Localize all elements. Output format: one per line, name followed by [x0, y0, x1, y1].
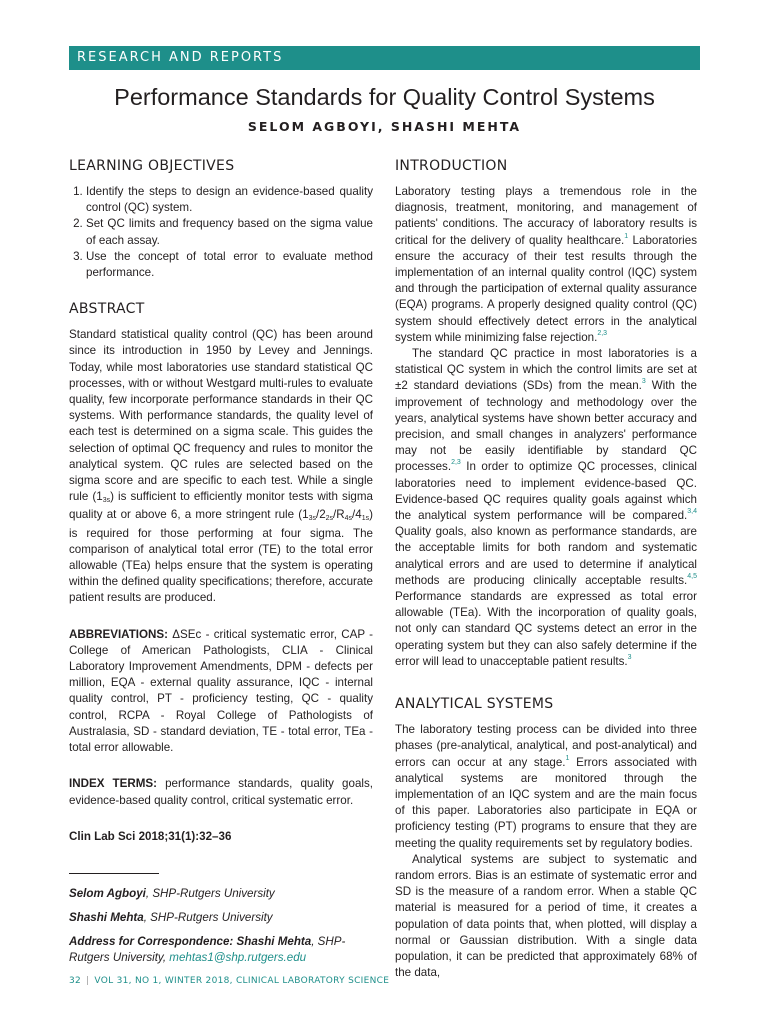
abbreviations: ABBREVIATIONS: ΔSEc - critical systematic error, CAP - College of American Pathologists, CLIA - Clinical Laboratory Improvement Amendments, DPM - defects per million, EQA - external quality assurance, IQC - internal quality control, PT - proficiency testing, QC - quality control, RCPA - Royal College of Pathologists of Australasia, SD - standard deviation, TE - total error, TEa - total error allowable.	[69, 627, 373, 755]
left-column	[69, 158, 373, 974]
email-link[interactable]: mehtas1@shp.rutgers.edu	[169, 950, 307, 964]
introduction-paragraph-1: Laboratory testing plays a tremendous role in the diagnosis, treatment, monitoring, and management of patients' conditions. The accuracy of laboratory results is critical for the delivery of quality healthcare.$^1$ Laboratories ensure the accuracy of their test results through the implementation of an internal quality control (IQC) system and through the participation of external quality assurance (EQA) programs. A properly designed quality control (QC) system should effectively detect errors in the analytical system while minimizing false rejection.$^{2,3}$	[395, 185, 697, 344]
introduction-paragraph-2: The standard QC practice in most laboratories is a statistical QC system in which the control limits are set at ±2 standard deviations (SDs) from the mean.$^3$ With the improvement of technology and methodology over the years, analytical systems have shown better accuracy and precision, and small changes in analyzers' performance may not be easily identifiable by standard QC processes.$^{2,3}$ In order to optimize QC processes, clinical laboratories need to implement evidence-based QC. Evidence-based QC requires quality goals against which the analytical system performance will be compared.$^{3,4}$ Quality goals, also known as performance standards, are the acceptable limits for both random and systematic analytical errors and are used to determine if analytical methods are producing clinically acceptable results.$^{4,5}$ Performance standards are expressed as total error allowable (TEa). With the incorporation of quality goals, not only can standard QC systems detect an error in the operating system but they can also safely determine if the error will lead to unacceptable patient results.$^3$	[395, 347, 697, 668]
analytical-paragraph-1: The laboratory testing process can be divided into three phases (pre-analytical, analytical, and post-analytical) and errors can occur at any stage.$^1$ Errors associated with analytical systems are monitored through the implementation of an IQC system and are the main focus of this paper. Laboratories also participate in EQA or proficiency testing (PT) programs to ensure that they are meeting the quality requirements set by regulatory bodies.	[395, 723, 697, 850]
learning-objectives-heading: LEARNING OBJECTIVES	[69, 158, 235, 174]
page-number: 32	[69, 976, 82, 986]
analytical-systems-heading: ANALYTICAL SYSTEMS	[395, 696, 554, 713]
index-terms: INDEX TERMS: performance standards, quality goals, evidence-based quality control, critical systematic error.	[69, 777, 373, 807]
introduction-heading: INTRODUCTION	[395, 158, 508, 174]
correspondence: Address for Correspondence: Shashi Mehta, SHP-Rutgers University, mehtas1@shp.rutgers.edu	[69, 934, 346, 964]
divider	[69, 873, 159, 874]
list-item: 1. Identify the steps to design an evidence-based quality control (QC) system.	[86, 184, 373, 216]
page-footer: 32 | VOL 31, NO 1, WINTER 2018, CLINICAL LABORATORY SCIENCE	[69, 976, 390, 986]
abstract-text: Standard statistical quality control (QC) has been around since its introduction in 1950 by Levey and Jennings. Today, while most laboratories use standard statistical QC processes, with or without Westgard multi-rules to evaluate quality, few incorporate performance standards in their QC systems. With performance standards, the quality level of each test is determined on a sigma scale. This guides the selection of optimal QC frequency and rules to monitor the analytical system. QC rules are selected based on the sigma score and are specific to each test. While a single rule $(1_{3s})$ is sufficient to efficiently monitor tests with sigma quality at or above 6, a more stringent rule $(1_{3s}/2_{2s}/R_{4s}/4_{1s})$ is required for those performing at four sigma. The comparison of analytical total error (TE) to the total error allowable (TEa) helps ensure that the system is operating within the defined quality specifications; therefore, accurate patient results are produced.	[69, 328, 373, 605]
affiliation-1: Selom Agboyi, SHP-Rutgers University	[69, 886, 275, 900]
affiliation-2: Shashi Mehta, SHP-Rutgers University	[69, 910, 273, 924]
citation: Clin Lab Sci 2018;31(1):32–36	[69, 829, 232, 843]
abstract-heading: ABSTRACT	[69, 301, 145, 318]
right-column	[395, 158, 697, 981]
learning-objectives-list	[69, 184, 373, 281]
section-banner: RESEARCH AND REPORTS	[69, 46, 700, 70]
article-authors: SELOM AGBOYI, SHASHI MEHTA	[247, 119, 522, 134]
list-item: 2. Set QC limits and frequency based on the sigma value of each assay.	[86, 216, 373, 248]
journal-info: VOL 31, NO 1, WINTER 2018, CLINICAL LABORATORY SCIENCE	[94, 976, 390, 986]
article-title: Performance Standards for Quality Control Systems	[114, 84, 655, 110]
analytical-paragraph-2: Analytical systems are subject to systematic and random errors. Bias is an estimate of systematic error and SD is the measure of a random error. When a stable QC material is measured for a period of time, it creates a population of data points that, when plotted, will display a normal or Gaussian distribution. With a single data population, it can be predicted that approximately 68% of the data,	[395, 852, 697, 980]
list-item: 3. Use the concept of total error to evaluate method performance.	[86, 249, 373, 281]
